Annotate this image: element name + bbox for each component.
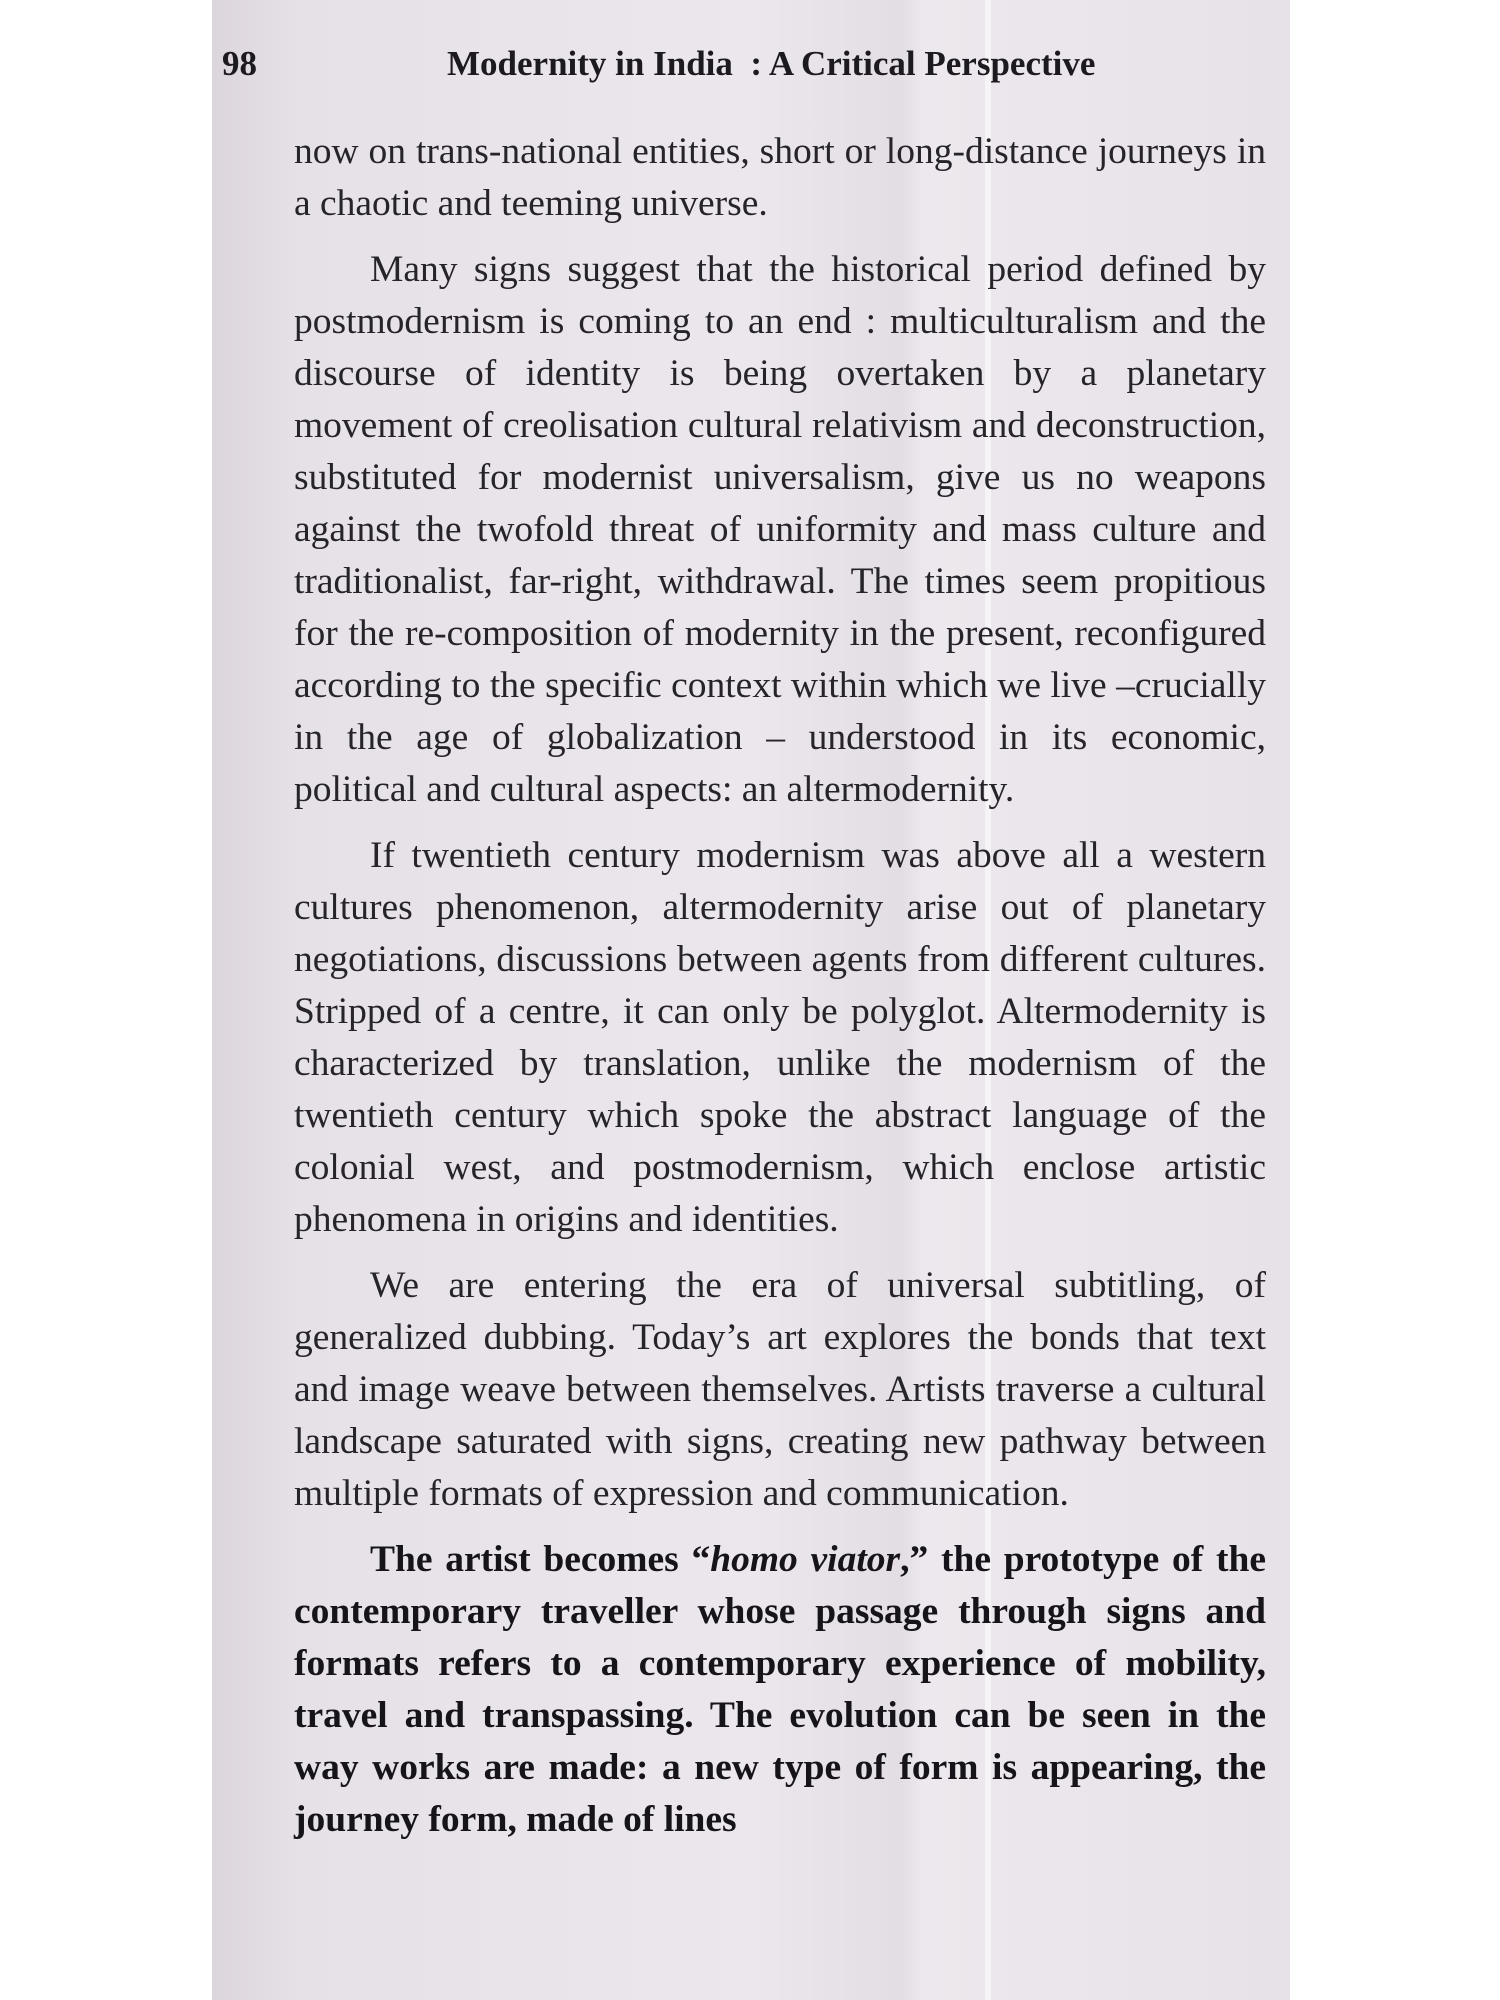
- paragraph-4: We are entering the era of universal subtitling, of generalized dubbing. Today’s art explores the bonds that text and image weave between themselves. Artists traverse a cultural landscape saturated with signs, creating new pathway between multiple formats of expression and communication.: [294, 1265, 1266, 1514]
- paragraph-1: now on trans-national entities, short or long-distance journeys in a chaotic and teeming universe.: [294, 131, 1266, 224]
- paragraph-3: If twentieth century modernism was above all a western cultures phenomenon, altermodernity arise out of planetary negotiations, discussions between agents from different cultures. Stripped of a centre, it can only be polyglot. Altermodernity is characterized by translation, unlike the modernism of the twentieth century which spoke the abstract language of the colonial west, and postmodernism, which enclose artistic phenomena in origins and identities.: [294, 835, 1266, 1240]
- homo-viator-term: homo viator: [710, 1539, 901, 1580]
- paragraph-5-trail: ,” the prototype of the contemporary traveller whose passage through signs and formats refers to a contemporary experience of mobility, travel and transpassing. The evolution can be seen in the way works are made: a new type of form is appearing, the journey form, made of lines: [294, 1539, 1267, 1840]
- book-title: Modernity in India : A Critical Perspective: [447, 44, 1096, 83]
- paragraph-5-bold: [294, 1534, 1266, 1846]
- scanned-page: [212, 0, 1290, 2000]
- page-number: 98: [222, 44, 257, 83]
- body-text: [294, 126, 1266, 1846]
- running-header: [222, 44, 1282, 94]
- paragraph-5-lead: The artist becomes “: [370, 1539, 711, 1580]
- paragraph-2: Many signs suggest that the historical period defined by postmodernism is coming to an end : multiculturalism and the discourse of identity is being overtaken by a planetary movement of creolisation cultural relativism and deconstruction, substituted for modernist universalism, give us no weapons against the twofold threat of uniformity and mass culture and traditionalist, far-right, withdrawal. The times seem propitious for the re-composition of modernity in the present, reconfigured according to the specific context within which we live –crucially in the age of globalization – understood in its economic, political and cultural aspects: an altermodernity.: [294, 249, 1266, 810]
